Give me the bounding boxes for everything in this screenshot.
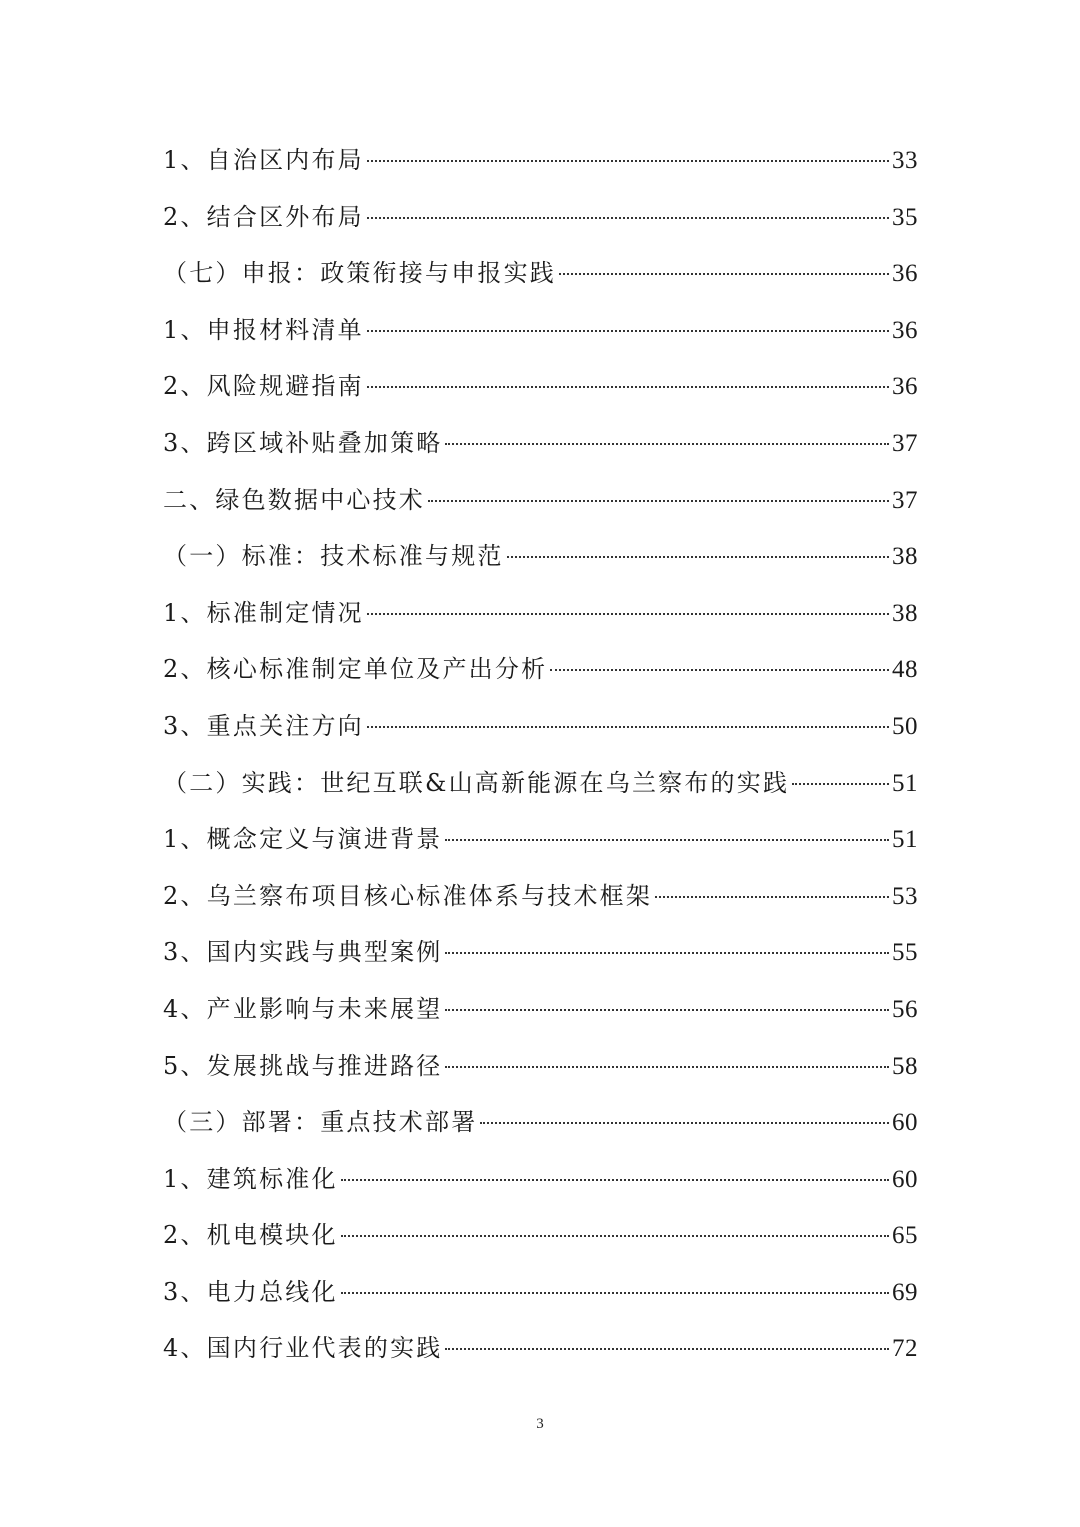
toc-entry-title: 1、标准制定情况 <box>163 598 364 627</box>
toc-entry-page-number: 56 <box>892 995 918 1023</box>
toc-entry[interactable] <box>163 1094 918 1151</box>
page-number: 3 <box>536 1416 544 1432</box>
toc-entry-page-number: 53 <box>892 882 918 910</box>
toc-entry-title: 2、风险规避指南 <box>163 372 364 401</box>
toc-entry[interactable] <box>163 1038 918 1095</box>
toc-dot-leader <box>445 952 889 954</box>
toc-entry[interactable] <box>163 132 918 189</box>
toc-entry[interactable] <box>163 641 918 698</box>
toc-entry-page-number: 36 <box>892 316 918 344</box>
toc-entry[interactable] <box>163 528 918 585</box>
toc-entry-page-number: 65 <box>892 1222 918 1250</box>
toc-entry-page-number: 51 <box>892 769 918 797</box>
toc-dot-leader <box>367 160 889 162</box>
toc-entry-title: 2、核心标准制定单位及产出分析 <box>163 655 548 684</box>
toc-entry-page-number: 38 <box>892 543 918 571</box>
toc-entry-page-number: 37 <box>892 429 918 457</box>
toc-entry-title: 1、建筑标准化 <box>163 1164 338 1193</box>
toc-entry-page-number: 35 <box>892 203 918 231</box>
toc-entry-title: 3、跨区域补贴叠加策略 <box>163 428 443 457</box>
toc-entry-title: （三）部署：重点技术部署 <box>163 1108 478 1137</box>
toc-dot-leader <box>445 1009 889 1011</box>
toc-entry[interactable] <box>163 981 918 1038</box>
toc-entry[interactable] <box>163 755 918 812</box>
toc-entry-page-number: 33 <box>892 147 918 174</box>
toc-entry-title: 2、结合区外布局 <box>163 202 364 231</box>
toc-entry-title: 2、机电模块化 <box>163 1221 338 1250</box>
toc-entry-title: 4、产业影响与未来展望 <box>163 994 443 1023</box>
toc-entry-title: 3、电力总线化 <box>163 1277 338 1306</box>
toc-entry[interactable] <box>163 1264 918 1321</box>
toc-dot-leader <box>550 669 889 671</box>
toc-dot-leader <box>367 217 889 219</box>
toc-entry-page-number: 69 <box>892 1278 918 1306</box>
toc-entry-page-number: 60 <box>892 1165 918 1193</box>
toc-entry-page-number: 55 <box>892 939 918 967</box>
toc-entry[interactable] <box>163 245 918 302</box>
toc-dot-leader <box>559 273 889 275</box>
toc-entry-page-number: 58 <box>892 1052 918 1080</box>
toc-entry[interactable] <box>163 585 918 642</box>
toc-dot-leader <box>367 726 889 728</box>
toc-entry-page-number: 50 <box>892 712 918 740</box>
toc-entry-page-number: 36 <box>892 260 918 288</box>
toc-entry[interactable] <box>163 415 918 472</box>
toc-entry-title: 1、概念定义与演进背景 <box>163 825 443 854</box>
toc-entry-title: 3、国内实践与典型案例 <box>163 938 443 967</box>
toc-entry[interactable] <box>163 1151 918 1208</box>
toc-entry-page-number: 48 <box>892 656 918 684</box>
table-of-contents <box>163 132 918 1377</box>
toc-entry-title: 1、申报材料清单 <box>163 315 364 344</box>
toc-entry-title: 4、国内行业代表的实践 <box>163 1334 443 1363</box>
toc-dot-leader <box>445 1348 889 1350</box>
toc-dot-leader <box>507 556 889 558</box>
toc-entry[interactable] <box>163 1207 918 1264</box>
toc-dot-leader <box>792 783 889 785</box>
toc-dot-leader <box>445 839 889 841</box>
toc-entry-title: 2、乌兰察布项目核心标准体系与技术框架 <box>163 881 653 910</box>
toc-dot-leader <box>341 1235 889 1237</box>
toc-entry[interactable] <box>163 924 918 981</box>
toc-dot-leader <box>367 613 889 615</box>
toc-entry-title: 1、自治区内布局 <box>163 146 364 174</box>
toc-entry-title: 二、绿色数据中心技术 <box>163 485 425 514</box>
toc-dot-leader <box>428 500 889 502</box>
toc-dot-leader <box>367 330 889 332</box>
toc-dot-leader <box>655 896 889 898</box>
toc-entry[interactable] <box>163 189 918 246</box>
toc-entry[interactable] <box>163 302 918 359</box>
toc-dot-leader <box>480 1122 889 1124</box>
toc-entry-title: （二）实践：世纪互联&山高新能源在乌兰察布的实践 <box>163 768 790 797</box>
toc-entry-page-number: 72 <box>892 1335 918 1363</box>
toc-entry-page-number: 51 <box>892 826 918 854</box>
toc-entry-page-number: 36 <box>892 373 918 401</box>
toc-entry-title: 3、重点关注方向 <box>163 711 364 740</box>
toc-entry[interactable] <box>163 1320 918 1377</box>
toc-entry-page-number: 60 <box>892 1109 918 1137</box>
toc-entry[interactable] <box>163 868 918 925</box>
toc-entry[interactable] <box>163 358 918 415</box>
toc-dot-leader <box>445 1066 889 1068</box>
toc-entry-title: （七）申报：政策衔接与申报实践 <box>163 259 556 288</box>
toc-entry[interactable] <box>163 698 918 755</box>
toc-dot-leader <box>367 386 889 388</box>
toc-entry-page-number: 38 <box>892 599 918 627</box>
toc-entry-title: 5、发展挑战与推进路径 <box>163 1051 443 1080</box>
toc-dot-leader <box>341 1179 889 1181</box>
toc-dot-leader <box>341 1292 889 1294</box>
toc-dot-leader <box>445 443 889 445</box>
toc-entry-title: （一）标准：技术标准与规范 <box>163 542 504 571</box>
toc-entry[interactable] <box>163 811 918 868</box>
toc-entry[interactable] <box>163 472 918 529</box>
toc-entry-page-number: 37 <box>892 486 918 514</box>
